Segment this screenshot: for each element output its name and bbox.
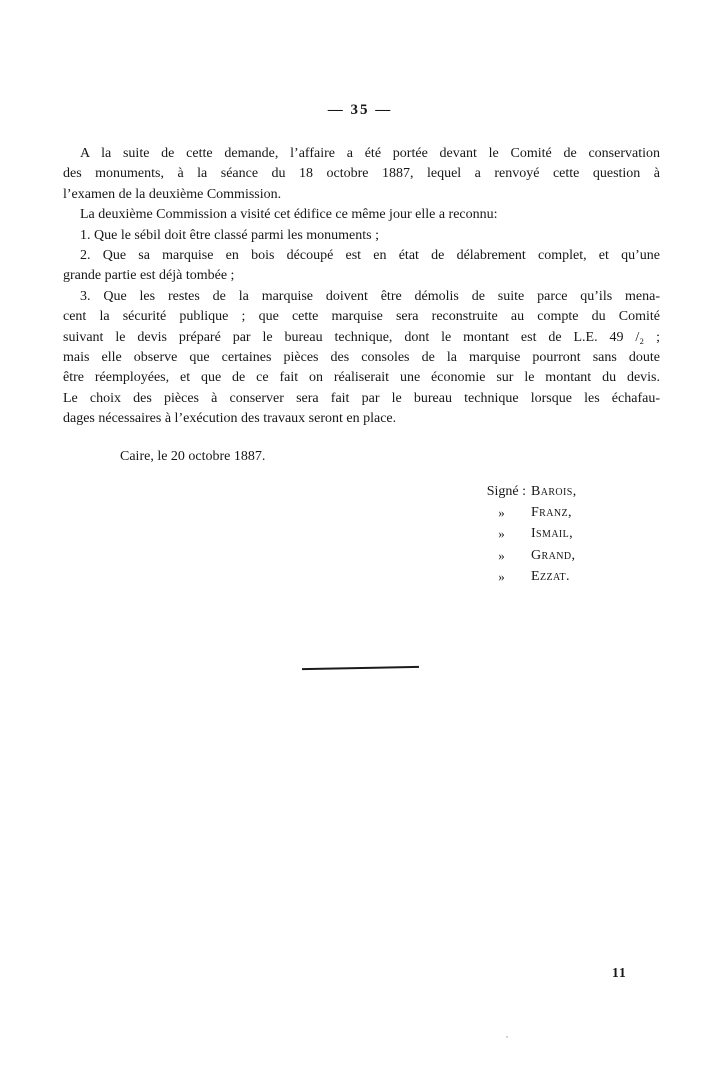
text-line: mais elle observe que certaines pièces des consoles de la marquise pourront sans doute	[63, 349, 660, 365]
text-line: A la suite de cette demande, l’affaire a été portée devant le Comité de conservation	[80, 146, 660, 161]
text-line: dages nécessaires à l’exécution des travaux seront en place.	[63, 411, 397, 427]
signature-name: Franz,	[531, 505, 572, 521]
text-line: l’examen de la deuxième Commission.	[63, 186, 282, 202]
signature-row	[477, 566, 577, 587]
document-body	[63, 144, 660, 429]
text-line: 3. Que les restes de la marquise doivent être démolis de suite parce qu’ils mena-	[80, 288, 660, 304]
dateline: Caire, le 20 octobre 1887.	[120, 449, 266, 464]
ditto-mark: »	[498, 526, 505, 542]
ditto-mark: »	[498, 505, 505, 521]
signature-row	[477, 502, 577, 523]
text-line: être réemployées, et que de ce fait on réaliserait une économie sur le montant du devis.	[63, 370, 660, 386]
text-line: La deuxième Commission a visité cet édifice ce même jour elle a reconnu:	[80, 207, 498, 223]
signature-row	[477, 545, 577, 566]
signature-name: Ismail,	[531, 526, 574, 542]
signature-label: Signé :	[486, 484, 526, 499]
text-line: 2. Que sa marquise en bois découpé est en état de délabrement complet, et qu’une	[80, 247, 660, 263]
signature-name: Grand,	[531, 547, 576, 563]
separator-rule	[302, 666, 419, 670]
text-line: cent la sécurité publique ; que cette marquise sera reconstruite au compte du Comité	[63, 309, 660, 325]
signature-name: Ezzat.	[531, 568, 570, 584]
text-line: 1. Que le sébil doit être classé parmi les monuments ;	[80, 227, 379, 243]
signature-row	[477, 481, 577, 502]
folio-number: 11	[612, 965, 627, 980]
signature-block	[477, 481, 577, 587]
signature-name: Barois,	[531, 484, 577, 499]
text-line: Le choix des pièces à conserver sera fait par le bureau technique lorsque les échafau-	[63, 390, 660, 406]
text-line: grande partie est déjà tombée ;	[63, 268, 235, 284]
text-line: des monuments, à la séance du 18 octobre 1887, lequel a renvoyé cette question à	[63, 166, 660, 182]
signature-row	[477, 523, 577, 544]
page-header-number: — 35 —	[327, 102, 393, 118]
text-line: suivant le devis préparé par le bureau technique, dont le montant est de L.E. 49 /₂ ;	[63, 329, 660, 345]
ditto-mark: »	[498, 547, 505, 563]
scan-speck	[506, 1036, 508, 1038]
ditto-mark: »	[498, 568, 505, 584]
